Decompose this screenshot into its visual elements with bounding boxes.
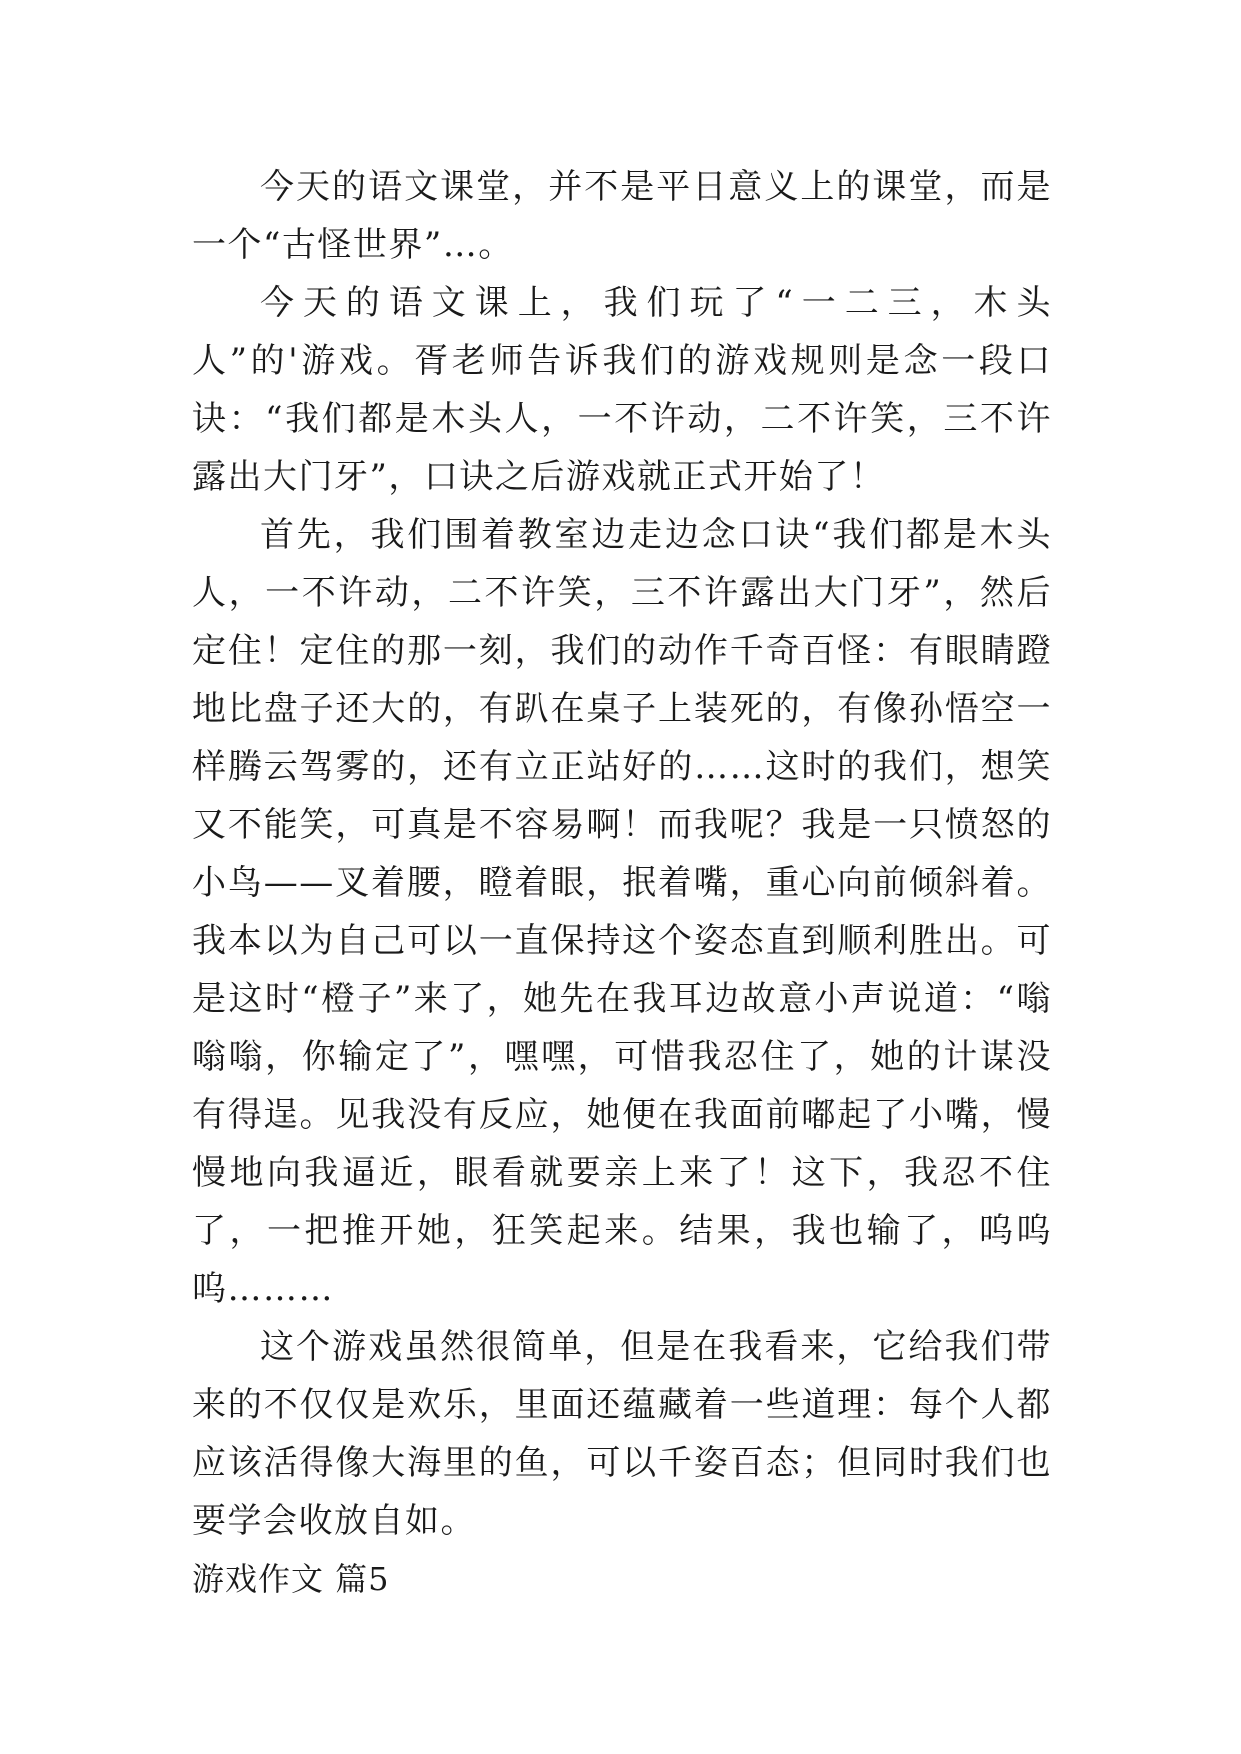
paragraph-story: 首先，我们围着教室边走边念口诀“我们都是木头人，一不许动，二不许笑，三不许露出大门牙”，然后定住！定住的那一刻，我们的动作千奇百怪：有眼睛蹬地比盘子还大的，有趴在桌子上装死的，有像孙悟空一样腾云驾雾的，还有立正站好的……这时的我们，想笑又不能笑，可真是不容易啊！而我呢？我是一只愤怒的小鸟——叉着腰，瞪着眼，抿着嘴，重心向前倾斜着。我本以为自己可以一直保持这个姿态直到顺利胜出。可是这时“橙子”来了，她先在我耳边故意小声说道：“嗡嗡嗡，你输定了”，嘿嘿，可惜我忍住了，她的计谋没有得逞。见我没有反应，她便在我面前嘟起了小嘴，慢慢地向我逼近，眼看就要亲上来了！这下，我忍不住了，一把推开她，狂笑起来。结果，我也输了，呜呜呜……… — [192, 515, 1052, 1309]
paragraph-intro: 今天的语文课堂，并不是平日意义上的课堂，而是一个“古怪世界”…。 — [192, 167, 1052, 265]
paragraph-conclusion: 这个游戏虽然很简单，但是在我看来，它给我们带来的不仅仅是欢乐，里面还蕴藏着一些道理：每个人都应该活得像大海里的鱼，可以千姿百态；但同时我们也要学会收放自如。 — [192, 1327, 1052, 1541]
paragraph-rules: 今天的语文课上，我们玩了“一二三，木头人”的'游戏。胥老师告诉我们的游戏规则是念一段口诀：“我们都是木头人，一不许动，二不许笑，三不许露出大门牙”，口诀之后游戏就正式开始了！ — [192, 283, 1052, 497]
section-heading: 游戏作文 篇5 — [192, 1560, 390, 1598]
document-body — [192, 158, 1052, 1608]
